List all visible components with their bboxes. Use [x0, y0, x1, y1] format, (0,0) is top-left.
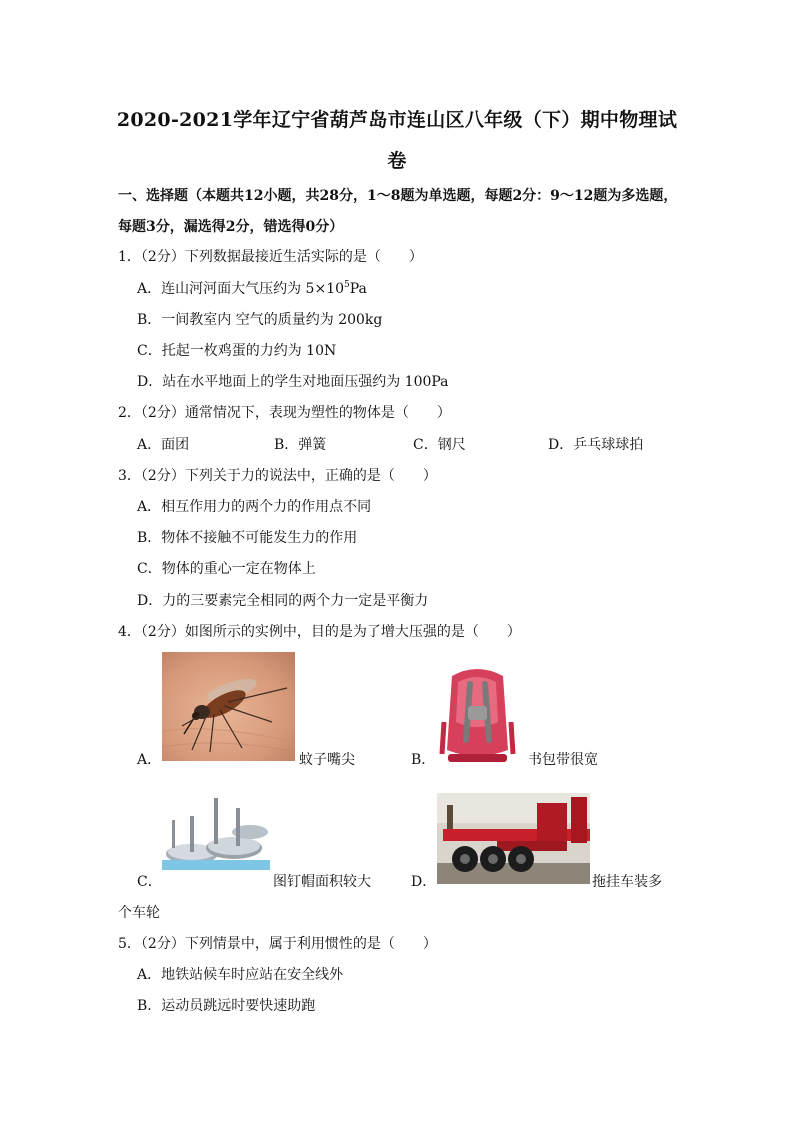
question-4-option-a-caption: 蚊子嘴尖 [299, 752, 355, 768]
mosquito-image [162, 652, 295, 761]
question-1-stem: 1．（2分）下列数据最接近生活实际的是（ ） [118, 249, 423, 265]
question-4-option-c-letter: C． [137, 874, 162, 890]
unit-text: Pa [349, 281, 367, 297]
question-4-option-c-caption: 图钉帽面积较大 [273, 874, 371, 890]
option-a-text: A．连山河河面大气压约为 5×10 [137, 281, 345, 297]
question-2-option-a: A．面团 [137, 437, 190, 453]
question-1-option-a [137, 279, 367, 299]
question-1-option-d: D．站在水平地面上的学生对地面压强约为 100Pa [137, 374, 449, 390]
question-2-option-b: B．弹簧 [274, 437, 327, 453]
trailer-image [437, 793, 590, 884]
question-3-option-a: A．相互作用力的两个力的作用点不同 [137, 499, 372, 515]
question-3-option-d: D．力的三要素完全相同的两个力一定是平衡力 [137, 593, 429, 609]
thumbtacks-image [162, 790, 270, 870]
exam-title-line2: 卷 [387, 150, 407, 172]
question-4-option-a-letter: A． [137, 752, 162, 768]
question-2-option-d: D．乒乓球球拍 [548, 437, 644, 453]
question-1-option-c: C．托起一枚鸡蛋的力约为 10N [137, 343, 337, 359]
question-5-option-a: A．地铁站候车时应站在安全线外 [137, 967, 344, 983]
question-4-option-d-letter: D． [411, 874, 437, 890]
question-4-option-d-caption: 拖挂车装多 [592, 874, 662, 890]
question-3-stem: 3．（2分）下列关于力的说法中，正确的是（ ） [118, 468, 437, 484]
question-3-option-b: B．物体不接触不可能发生力的作用 [137, 530, 358, 546]
backpack-image [430, 662, 525, 766]
exam-title-line1: 2020-2021学年辽宁省葫芦岛市连山区八年级（下）期中物理试 [116, 109, 678, 131]
question-2-stem: 2．（2分）通常情况下，表现为塑性的物体是（ ） [118, 405, 451, 421]
question-4-option-d-caption-cont: 个车轮 [118, 905, 160, 921]
question-3-option-c: C．物体的重心一定在物体上 [137, 561, 316, 577]
question-4-option-b-caption: 书包带很宽 [528, 752, 598, 768]
section-heading-line2: 每题3分，漏选得2分，错选得0分） [118, 219, 344, 235]
exponent: 5 [344, 280, 350, 290]
question-5-option-b: B．运动员跳远时要快速助跑 [137, 998, 316, 1014]
question-4-option-b-letter: B． [411, 752, 436, 768]
question-5-stem: 5．（2分）下列情景中，属于利用惯性的是（ ） [118, 936, 437, 952]
section-heading-line1: 一、选择题（本题共12小题，共28分，1～8题为单选题，每题2分：9～12题为多选题， [118, 188, 678, 204]
question-1-option-b: B．一间教室内 空气的质量约为 200kg [137, 312, 383, 328]
question-2-option-c: C．钢尺 [413, 437, 466, 453]
question-4-stem: 4．（2分）如图所示的实例中，目的是为了增大压强的是（ ） [118, 624, 521, 640]
